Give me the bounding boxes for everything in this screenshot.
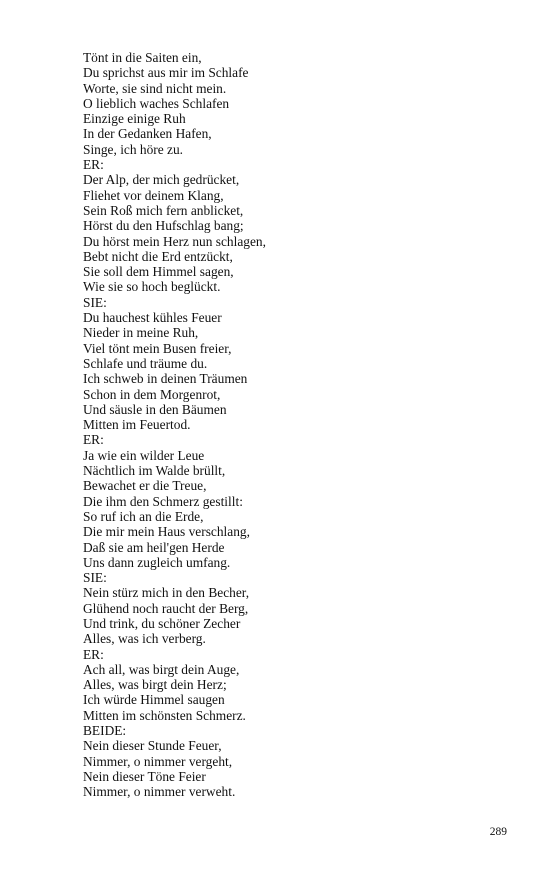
poem-line: Und trink, du schöner Zecher (83, 615, 241, 631)
poem-line: Bewachet er die Treue, (83, 478, 207, 494)
poem-line: Nimmer, o nimmer verweht. (83, 784, 236, 800)
poem-line: Du hörst mein Herz nun schlagen, (83, 233, 266, 249)
poem-line: BEIDE: (83, 723, 127, 739)
poem-line: Ich schweb in deinen Träumen (83, 371, 248, 387)
poem-line: So ruf ich an die Erde, (83, 508, 204, 524)
poem-line: Viel tönt mein Busen freier, (83, 340, 232, 356)
poem-line: Und säusle in den Bäumen (83, 401, 227, 417)
poem-line: ER: (83, 157, 104, 173)
poem-line: Daß sie am heil'gen Herde (83, 539, 225, 555)
poem-line: Ich würde Himmel saugen (83, 692, 225, 708)
poem-line: Wie sie so hoch beglückt. (83, 279, 221, 295)
poem-line: Schlafe und träume du. (83, 355, 208, 371)
poem-line: Nein dieser Töne Feier (83, 768, 206, 784)
poem-line: Der Alp, der mich gedrücket, (83, 172, 240, 188)
poem-line: Ja wie ein wilder Leue (83, 447, 205, 463)
poem-line: Du sprichst aus mir im Schlafe (83, 65, 249, 81)
poem-line: Nächtlich im Walde brüllt, (83, 463, 226, 479)
poem-line: SIE: (83, 294, 107, 310)
poem-line: Hörst du den Hufschlag bang; (83, 218, 244, 234)
poem-line: Sein Roß mich fern anblicket, (83, 202, 244, 218)
poem-line: ER: (83, 646, 104, 662)
poem-line: Nein stürz mich in den Becher, (83, 585, 250, 601)
poem-line: Mitten im Feuertod. (83, 417, 191, 433)
poem-line: O lieblich waches Schlafen (83, 95, 230, 111)
poem-line: Uns dann zugleich umfang. (83, 554, 231, 570)
poem-line: Du hauchest kühles Feuer (83, 310, 222, 326)
poem-line: Ach all, was birgt dein Auge, (83, 661, 240, 677)
poem-line: ER: (83, 432, 104, 448)
poem-line: Singe, ich höre zu. (83, 141, 184, 157)
poem-line: Alles, was ich verberg. (83, 631, 206, 647)
poem-line: Sie soll dem Himmel sagen, (83, 264, 234, 280)
poem-line: Tönt in die Saiten ein, (83, 50, 202, 65)
poem-line: In der Gedanken Hafen, (83, 126, 212, 142)
poem-line: Mitten im schönsten Schmerz. (83, 707, 246, 723)
poem-line: Die ihm den Schmerz gestillt: (83, 493, 243, 509)
poem-line: Nieder in meine Ruh, (83, 325, 199, 341)
poem-line: Die mir mein Haus verschlang, (83, 524, 250, 540)
poem-line: SIE: (83, 570, 107, 586)
poem-line: Nimmer, o nimmer vergeht, (83, 753, 233, 769)
poem-line: Alles, was birgt dein Herz; (83, 677, 227, 693)
poem-line: Einzige einige Ruh (83, 111, 186, 127)
poem-line: Worte, sie sind nicht mein. (83, 80, 227, 96)
poem-line: Schon in dem Morgenrot, (83, 386, 221, 402)
poem-line: Glühend noch raucht der Berg, (83, 600, 249, 616)
poem-line: Nein dieser Stunde Feuer, (83, 738, 222, 754)
poem-line: Fliehet vor deinem Klang, (83, 187, 224, 203)
poem-line: Bebt nicht die Erd entzückt, (83, 248, 233, 264)
poem-text (83, 50, 266, 800)
page-number: 289 (489, 826, 507, 838)
